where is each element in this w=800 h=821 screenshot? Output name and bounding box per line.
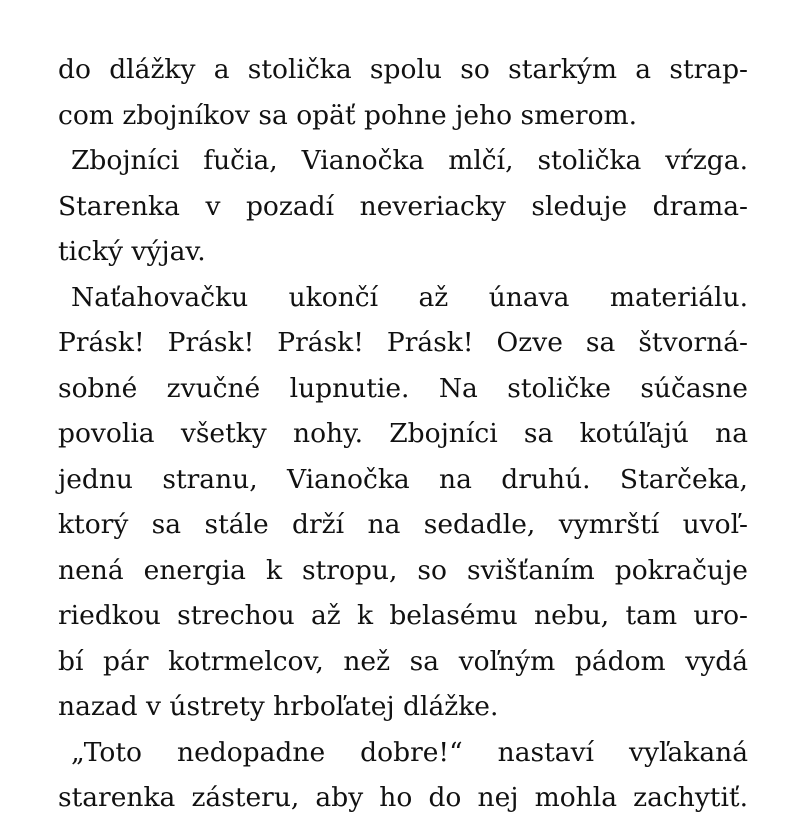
text-line: sobné zvučné lupnutie. Na stoličke súčasne — [58, 372, 748, 404]
text-line: nazad v ústrety hrboľatej dlážke. — [58, 691, 499, 722]
text-line: tický výjav. — [58, 236, 206, 267]
text-line: Zbojníci fučia, Vianočka mlčí, stolička vŕzga. — [71, 145, 748, 176]
text-line: starenka zásteru, aby ho do nej mohla zachytiť. — [58, 782, 748, 813]
text-line: bí pár kotrmelcov, než sa voľným pádom vydá — [58, 645, 748, 677]
text-line: jednu stranu, Vianočka na druhú. Starčeka, — [58, 463, 748, 495]
text-line: Prásk! Prásk! Prásk! Prásk! Ozve sa štvorná- — [58, 327, 748, 358]
text-line: nená energia k stropu, so svišťaním pokračuje — [58, 554, 748, 586]
text-line: povolia všetky nohy. Zbojníci sa kotúľajú na — [58, 418, 748, 449]
text-line: ktorý sa stále drží na sedadle, vymrští uvoľ- — [58, 509, 748, 540]
text-line: Starenka v pozadí neveriacky sleduje drama- — [58, 190, 748, 222]
text-line: „Toto nedopadne dobre!“ nastaví vyľakaná — [71, 736, 748, 768]
text-line: Naťahovačku ukončí až únava materiálu. — [71, 281, 748, 313]
body-text — [58, 47, 748, 821]
text-line: com zbojníkov sa opäť pohne jeho smerom. — [58, 99, 638, 131]
text-line: do dlážky a stolička spolu so starkým a strap- — [58, 54, 748, 85]
text-line: riedkou strechou až k belasému nebu, tam uro- — [58, 600, 748, 631]
